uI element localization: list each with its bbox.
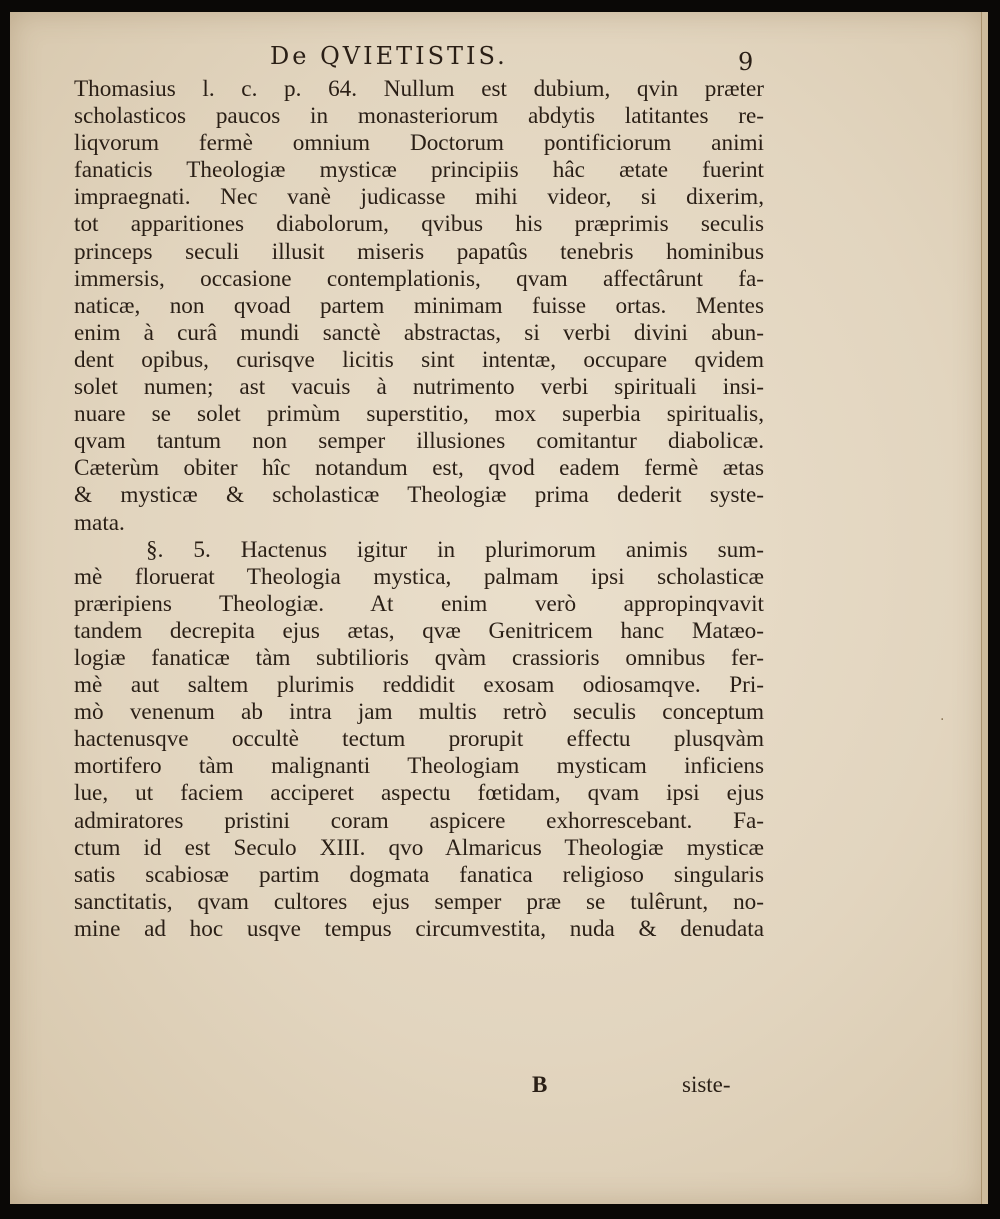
text-line: scholasticos paucos in monasteriorum abdytis latitantes re- — [74, 103, 764, 130]
text-line: hactenusqve occultè tectum prorupit effectu plusqvàm — [74, 726, 764, 753]
running-header: De QVIETISTIS. — [270, 42, 508, 70]
text-line: mortifero tàm malignanti Theologiam mysticam inficiens — [74, 753, 764, 780]
text-line: ctum id est Seculo XIII. qvo Almaricus Theologiæ mysticæ — [74, 834, 764, 861]
text-line: fanaticis Theologiæ mysticæ principiis hâc ætate fuerint — [74, 157, 764, 184]
text-line: liqvorum fermè omnium Doctorum pontificiorum animi — [74, 130, 764, 157]
text-line: princeps seculi illusit miseris papatûs tenebris hominibus — [74, 238, 764, 265]
text-line: logiæ fanaticæ tàm subtilioris qvàm crassioris omnibus fer- — [74, 644, 764, 671]
text-line: Cæterùm obiter hîc notandum est, qvod eadem fermè ætas — [74, 455, 764, 482]
text-line: Thomasius l. c. p. 64. Nullum est dubium, qvin præter — [74, 76, 764, 102]
text-line: satis scabiosæ partim dogmata fanatica religioso singularis — [74, 861, 764, 888]
text-line: mine ad hoc usqve tempus circumvestita, nuda & denudata — [74, 915, 764, 942]
text-line: impraegnati. Nec vanè judicasse mihi videor, si dixerim, — [74, 184, 764, 211]
text-line: nuare se solet primùm superstitio, mox superbia spiritualis, — [74, 401, 764, 428]
page-number: 9 — [738, 48, 754, 76]
text-line: solet numen; ast vacuis à nutrimento verbi spirituali insi- — [74, 374, 764, 401]
body-text — [74, 76, 764, 943]
text-line: tot apparitiones diabolorum, qvibus his præprimis seculis — [74, 211, 764, 238]
text-line: lue, ut faciem acciperet aspectu fœtidam, qvam ipsi ejus — [74, 780, 764, 807]
catchword: siste- — [682, 1072, 731, 1097]
text-line: enim à curâ mundi sanctè abstractas, si verbi divini abun- — [74, 319, 764, 346]
text-line: mè aut saltem plurimis reddidit exosam odiosamqve. Pri- — [74, 672, 764, 699]
text-line: dent opibus, curisqve licitis sint intentæ, occupare qvidem — [74, 346, 764, 373]
text-line: immersis, occasione contemplationis, qvam affectârunt fa- — [74, 265, 764, 292]
page-edge — [981, 12, 988, 1204]
text-line: & mysticæ & scholasticæ Theologiæ prima dederit syste- — [74, 482, 764, 509]
margin-mark-icon: · — [940, 712, 945, 728]
text-line: mata. — [74, 509, 125, 536]
text-line: naticæ, non qvoad partem minimam fuisse ortas. Mentes — [74, 292, 764, 319]
text-line: sanctitatis, qvam cultores ejus semper præ se tulêrunt, no- — [74, 888, 764, 915]
text-line: mò venenum ab intra jam multis retrò seculis conceptum — [74, 699, 764, 726]
signature-mark: B — [532, 1072, 548, 1097]
text-line: præripiens Theologiæ. At enim verò appropinqvavit — [74, 590, 764, 617]
text-line: qvam tantum non semper illusiones comitantur diabolicæ. — [74, 428, 764, 455]
text-line: §. 5. Hactenus igitur in plurimorum animis sum- — [146, 536, 764, 563]
text-line: mè floruerat Theologia mystica, palmam ipsi scholasticæ — [74, 563, 764, 590]
text-line: admiratores pristini coram aspicere exhorrescebant. Fa- — [74, 807, 764, 834]
text-line: tandem decrepita ejus ætas, qvæ Genitricem hanc Matæo- — [74, 617, 764, 644]
